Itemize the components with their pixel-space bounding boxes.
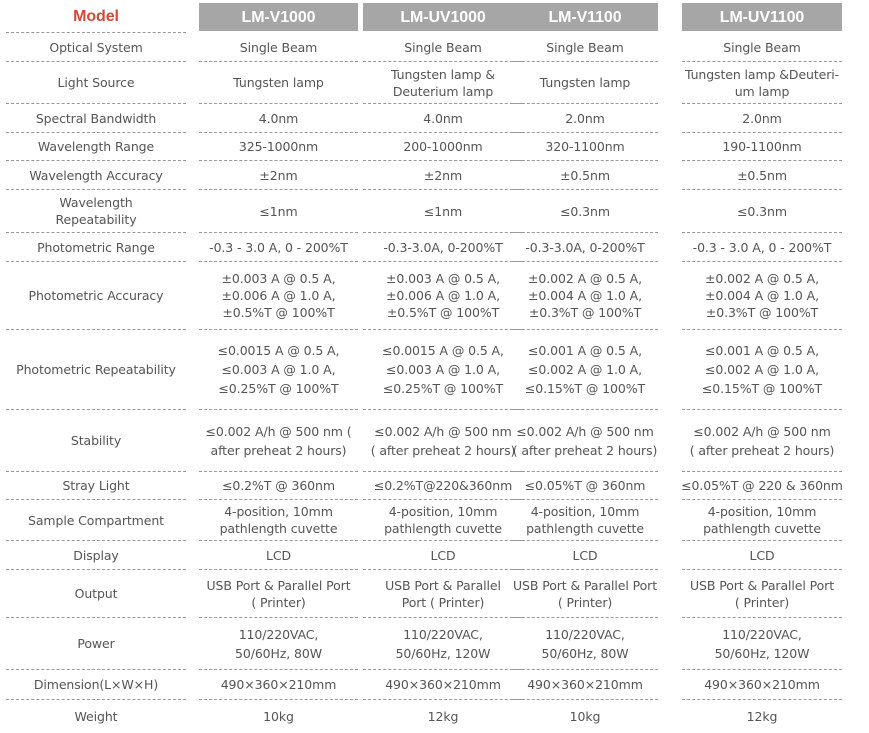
spec-value — [512, 190, 658, 233]
spec-value — [512, 104, 658, 133]
spec-value-line: 490×360×210mm — [385, 677, 501, 692]
spec-value-line: pathlength cuvette — [219, 521, 338, 536]
spec-value — [682, 62, 842, 104]
spec-value-line: -0.3-3.0A, 0-200%T — [525, 239, 645, 255]
spec-value — [682, 500, 842, 541]
spec-value-line: ≤0.003 A @ 1.0 A, — [386, 362, 500, 377]
spec-value-line: pathlength cuvette — [526, 521, 644, 536]
spec-value-line: ≤0.003 A @ 1.0 A, — [221, 362, 336, 377]
spec-value — [363, 62, 523, 104]
spec-label — [6, 233, 186, 262]
spec-value-line: um lamp — [734, 83, 790, 99]
spec-label — [6, 330, 186, 410]
spec-value-line: 110/220VAC, — [238, 626, 319, 642]
spec-value-line: ±0.003 A @ 0.5 A, — [221, 271, 336, 286]
spec-value — [363, 104, 523, 133]
spec-value-line: Tungsten lamp — [233, 75, 324, 90]
spec-value — [682, 190, 842, 233]
spec-row — [0, 161, 869, 190]
spec-value-line: 50/60Hz, 120W — [395, 645, 491, 661]
spec-label — [6, 670, 186, 700]
spec-value-line: ±0.5%T @ 100%T — [386, 305, 500, 320]
spec-value — [682, 472, 842, 500]
spec-value-line: ( after preheat 2 hours) — [689, 442, 835, 458]
spec-label-line: Photometric Range — [37, 239, 155, 255]
spec-value — [512, 33, 658, 62]
spec-value-line: ≤0.002 A/h @ 500 nm — [374, 423, 512, 439]
spec-value — [682, 33, 842, 62]
spec-value-line: ±0.002 A @ 0.5 A, — [705, 271, 819, 286]
spec-value-line: 4.0nm — [423, 110, 463, 126]
spec-value-line: 110/220VAC, — [403, 626, 483, 642]
spec-value-line: ±0.004 A @ 1.0 A, — [528, 288, 642, 303]
spec-value-line: Tungsten lamp &Deuteri- — [684, 66, 840, 82]
spec-row — [0, 104, 869, 133]
spec-value-line: ≤0.001 A @ 0.5 A, — [705, 343, 819, 358]
spec-value-line: ≤0.15%T @ 100%T — [701, 381, 823, 396]
spec-label-line: Repeatability — [55, 212, 137, 227]
spec-label-line: Optical System — [49, 39, 143, 55]
spec-value — [363, 670, 523, 700]
spec-value — [682, 570, 842, 618]
spec-value — [512, 62, 658, 104]
spec-value — [363, 330, 523, 410]
spec-label-line: Light Source — [57, 75, 135, 90]
spec-value-line: USB Port & Parallel — [385, 577, 501, 593]
spec-value — [512, 618, 658, 670]
spec-row — [0, 190, 869, 233]
spec-value-line: ≤0.3nm — [560, 203, 610, 219]
spec-value-line: 10kg — [263, 709, 294, 724]
spec-label — [6, 472, 186, 500]
spec-value-line: LCD — [430, 547, 456, 563]
spec-value — [199, 500, 358, 541]
spec-value-line: Single Beam — [239, 39, 318, 55]
model-header: Model — [6, 0, 186, 33]
spec-value — [682, 133, 842, 161]
spec-value — [512, 472, 658, 500]
spec-value-line: 200-1000nm — [403, 139, 483, 154]
spec-value-line: LCD — [265, 547, 292, 563]
spec-value-line: ≤0.002 A/h @ 500 nm — [693, 423, 831, 439]
spec-label-line: Spectral Bandwidth — [35, 110, 157, 126]
spec-row — [0, 670, 869, 700]
spec-value-line: Port ( Printer) — [401, 594, 485, 610]
spec-value — [363, 262, 523, 330]
spec-value — [512, 541, 658, 570]
model-name-header: LM-V1100 — [512, 3, 658, 31]
spec-value-line: 12kg — [746, 709, 778, 724]
spec-value-line: 4-position, 10mm — [224, 504, 333, 519]
spec-value-line: ≤0.05%T @ 220 & 360nm — [681, 478, 843, 493]
spec-label-line: Stability — [70, 433, 122, 448]
spec-value-line: ≤0.002 A/h @ 500 nm ( — [205, 423, 352, 439]
spec-value — [363, 570, 523, 618]
spec-value-line: ( after preheat 2 hours) — [512, 442, 658, 458]
spec-value-line: ±0.006 A @ 1.0 A, — [386, 288, 500, 303]
spec-value — [363, 233, 523, 262]
spec-value — [199, 33, 358, 62]
spec-label — [6, 190, 186, 233]
spec-value-line: 4.0nm — [258, 110, 299, 126]
spec-value-line: 490×360×210mm — [527, 677, 643, 692]
spec-value-line: -0.3 - 3.0 A, 0 - 200%T — [209, 239, 348, 255]
spec-row — [0, 62, 869, 104]
spec-value-line: ±0.5nm — [560, 167, 610, 183]
spec-value-line: ≤1nm — [423, 203, 463, 219]
spec-value-line: ≤0.002 A @ 1.0 A, — [528, 362, 642, 377]
spec-label-line: Wavelength Range — [37, 139, 155, 154]
spec-value — [682, 330, 842, 410]
spec-label-line: Sample Compartment — [28, 512, 164, 528]
spec-value — [682, 233, 842, 262]
spec-value — [199, 670, 358, 700]
spec-value — [682, 161, 842, 190]
spec-value — [512, 410, 658, 472]
spec-value-line: ≤0.001 A @ 0.5 A, — [528, 343, 642, 358]
spec-row — [0, 410, 869, 472]
spec-label-line: Weight — [74, 709, 118, 724]
spec-row — [0, 33, 869, 62]
spec-value — [512, 262, 658, 330]
spec-value-line: 325-1000nm — [238, 139, 319, 154]
spec-value — [199, 133, 358, 161]
spec-value-line: -0.3 - 3.0 A, 0 - 200%T — [692, 239, 832, 255]
spec-value — [199, 618, 358, 670]
spec-value — [682, 618, 842, 670]
spec-value-line: 490×360×210mm — [220, 677, 337, 692]
spec-value-line: LCD — [749, 547, 775, 563]
spec-value-line: ±0.3%T @ 100%T — [528, 305, 642, 320]
spec-value — [512, 161, 658, 190]
spec-value — [512, 700, 658, 733]
spec-value-line: ≤0.25%T @ 100%T — [382, 381, 504, 396]
spec-value — [363, 618, 523, 670]
spec-value-line: 110/220VAC, — [722, 626, 802, 642]
spec-value-line: 10kg — [569, 709, 601, 724]
spec-value — [363, 700, 523, 733]
spec-value-line: ≤0.2%T@220&360nm — [373, 478, 513, 493]
spec-value-line: -0.3-3.0A, 0-200%T — [383, 239, 503, 255]
model-name-header: LM-V1000 — [199, 3, 358, 31]
spec-value-line: Single Beam — [404, 39, 482, 55]
spec-value — [199, 161, 358, 190]
spec-value-line: ( Printer) — [557, 594, 613, 610]
spec-value — [682, 700, 842, 733]
spec-value-line: 110/220VAC, — [545, 626, 625, 642]
spec-value — [363, 190, 523, 233]
spec-value — [199, 233, 358, 262]
spec-row — [0, 133, 869, 161]
spec-value — [682, 262, 842, 330]
spec-row — [0, 233, 869, 262]
spec-value-line: 190-1100nm — [722, 139, 802, 154]
spec-value-line: ≤0.15%T @ 100%T — [524, 381, 646, 396]
spec-value-line: Tungsten lamp — [539, 75, 631, 90]
spec-value-line: ( after preheat 2 hours) — [370, 442, 516, 458]
spec-row — [0, 472, 869, 500]
spec-value-line: 490×360×210mm — [704, 677, 820, 692]
spec-value-line: ( Printer) — [734, 594, 790, 610]
spec-value — [512, 233, 658, 262]
spec-row — [0, 541, 869, 570]
spec-value — [363, 472, 523, 500]
spec-value-line: USB Port & Parallel Port — [206, 577, 351, 593]
model-name-header: LM-UV1000 — [363, 3, 523, 31]
spec-value-line: 50/60Hz, 80W — [541, 645, 629, 661]
spec-value-line: ±0.5%T @ 100%T — [222, 305, 335, 320]
spec-value-line: Single Beam — [546, 39, 624, 55]
spec-label-line: Photometric Repeatability — [16, 362, 176, 377]
spec-label — [6, 33, 186, 62]
spec-value-line: 4-position, 10mm — [707, 504, 817, 519]
spec-label — [6, 133, 186, 161]
spec-label — [6, 570, 186, 618]
spec-value-line: 320-1100nm — [545, 139, 625, 154]
spec-row — [0, 500, 869, 541]
spec-value-line: 4-position, 10mm — [388, 504, 498, 519]
model-name-header: LM-UV1100 — [682, 3, 842, 31]
spec-value-line: ≤0.2%T @ 360nm — [222, 478, 335, 493]
spec-label — [6, 410, 186, 472]
spec-value — [682, 104, 842, 133]
spec-value — [363, 541, 523, 570]
spec-value-line: pathlength cuvette — [384, 521, 502, 536]
spec-value-line: LCD — [572, 547, 598, 563]
spec-label-line: Photometric Accuracy — [28, 288, 164, 303]
spec-value-line: USB Port & Parallel Port — [513, 577, 658, 593]
spec-value-line: 12kg — [427, 709, 459, 724]
spec-value — [363, 410, 523, 472]
spec-label — [6, 700, 186, 733]
spec-value — [363, 500, 523, 541]
spec-value — [682, 410, 842, 472]
spec-value — [199, 541, 358, 570]
spec-row — [0, 330, 869, 410]
spec-value-line: Tungsten lamp & — [391, 66, 495, 82]
spec-value — [512, 133, 658, 161]
spec-label-line: Output — [74, 586, 118, 601]
spec-value — [682, 541, 842, 570]
spec-value-line: Deuterium lamp — [392, 83, 494, 99]
spec-value — [199, 104, 358, 133]
spec-value-line: ±0.003 A @ 0.5 A, — [386, 271, 500, 286]
spec-value — [363, 133, 523, 161]
spec-value — [682, 670, 842, 700]
spec-value-line: 50/60Hz, 80W — [235, 645, 322, 661]
spec-value-line: ≤0.3nm — [737, 203, 787, 219]
spec-value — [199, 700, 358, 733]
spec-value-line: ≤0.002 A @ 1.0 A, — [705, 362, 819, 377]
spec-value-line: pathlength cuvette — [703, 521, 821, 536]
spec-row — [0, 262, 869, 330]
spec-value-line: ±0.5nm — [737, 167, 787, 183]
spec-value — [199, 330, 358, 410]
spec-value — [199, 410, 358, 472]
spec-value — [199, 262, 358, 330]
spec-value — [199, 570, 358, 618]
header-row — [0, 0, 869, 33]
spec-value — [363, 161, 523, 190]
spec-value-line: ≤0.0015 A @ 0.5 A, — [217, 343, 340, 358]
spec-row — [0, 700, 869, 733]
spec-label — [6, 62, 186, 104]
spec-value-line: ±0.3%T @ 100%T — [705, 305, 819, 320]
spec-label — [6, 104, 186, 133]
spec-row — [0, 618, 869, 670]
spec-row — [0, 570, 869, 618]
spec-value — [512, 500, 658, 541]
spec-value-line: Single Beam — [723, 39, 801, 55]
spec-value-line: after preheat 2 hours) — [210, 442, 347, 458]
spec-label-line: Display — [73, 547, 119, 563]
spec-value-line: 2.0nm — [565, 110, 605, 126]
spec-value — [363, 33, 523, 62]
spec-value-line: ±0.004 A @ 1.0 A, — [705, 288, 819, 303]
spec-value-line: ( Printer) — [251, 594, 306, 610]
spec-value-line: ±0.006 A @ 1.0 A, — [221, 288, 336, 303]
spec-label-line: Wavelength Accuracy — [29, 167, 163, 183]
spec-label — [6, 262, 186, 330]
spec-label-line: Stray Light — [62, 478, 130, 493]
spec-value-line: ±2nm — [259, 167, 298, 183]
spec-value-line: ≤0.25%T @ 100%T — [218, 381, 339, 396]
spec-value — [512, 330, 658, 410]
spec-label-line: Power — [77, 636, 115, 651]
spec-value-line: 2.0nm — [742, 110, 782, 126]
spec-value-line: ≤0.0015 A @ 0.5 A, — [382, 343, 504, 358]
spec-value — [199, 62, 358, 104]
spec-value — [199, 190, 358, 233]
spec-value-line: 50/60Hz, 120W — [714, 645, 810, 661]
spec-label-line: Wavelength — [59, 195, 133, 210]
spec-value-line: ±2nm — [423, 167, 463, 183]
spec-value — [512, 570, 658, 618]
spec-label-line: Dimension(L×W×H) — [33, 677, 159, 692]
spec-label — [6, 541, 186, 570]
spec-label — [6, 618, 186, 670]
spec-value — [199, 472, 358, 500]
spec-value-line: ≤0.002 A/h @ 500 nm — [516, 423, 654, 439]
spec-value — [512, 670, 658, 700]
spec-value-line: ≤1nm — [259, 203, 298, 219]
spec-value-line: ±0.002 A @ 0.5 A, — [528, 271, 642, 286]
spec-label — [6, 161, 186, 190]
spec-value-line: 4-position, 10mm — [530, 504, 640, 519]
spec-value-line: ≤0.05%T @ 360nm — [524, 478, 646, 493]
spec-value-line: USB Port & Parallel Port — [689, 577, 834, 593]
spec-label — [6, 500, 186, 541]
